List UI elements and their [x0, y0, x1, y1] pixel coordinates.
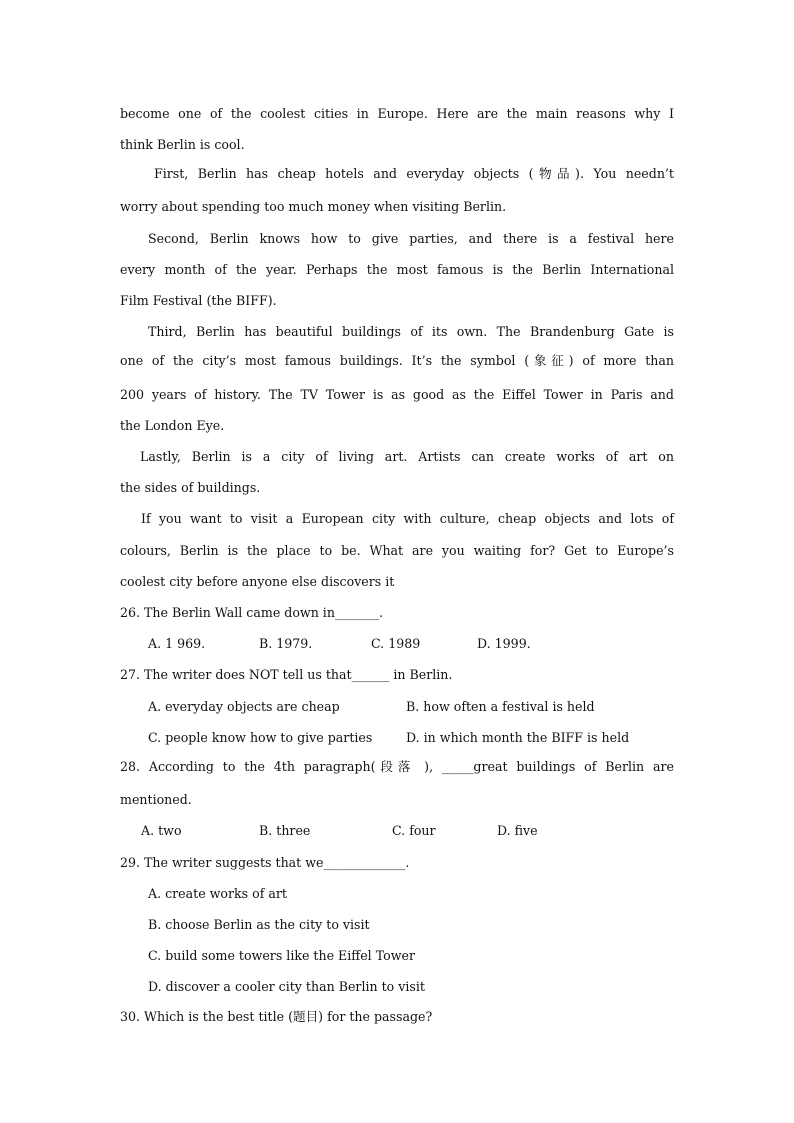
option-d: D. 1999.: [477, 636, 531, 651]
paragraph-5-line-2: the sides of buildings.: [120, 480, 261, 495]
paragraph-1-line-2: think Berlin is cool.: [120, 137, 245, 152]
paragraph-6-line-1: If you want to visit a European city with culture, cheap objects and lots of: [141, 511, 674, 526]
paragraph-6-line-2: colours, Berlin is the place to be. What are you waiting for? Get to Europe’s: [120, 543, 674, 558]
question-stem-line-1: 28. According to the 4th paragraph(段落 ), _____great buildings of Berlin are: [120, 759, 674, 774]
option-c: C. four: [392, 823, 436, 838]
paragraph-1-line-1: become one of the coolest cities in Europe. Here are the main reasons why I: [120, 106, 674, 121]
paragraph-4-line-2: one of the city’s most famous buildings. It’s the symbol (象征) of more than: [120, 353, 674, 368]
paragraph-5-line-1: Lastly, Berlin is a city of living art. Artists can create works of art on: [140, 449, 674, 464]
paragraph-4-line-1: Third, Berlin has beautiful buildings of its own. The Brandenburg Gate is: [148, 324, 674, 339]
option-a: A. everyday objects are cheap: [148, 699, 340, 714]
option-b: B. 1979.: [259, 636, 313, 651]
paragraph-3-line-1: Second, Berlin knows how to give parties, and there is a festival here: [148, 231, 674, 246]
option-c: C. people know how to give parties: [148, 730, 373, 745]
question-stem: 27. The writer does NOT tell us that______ in Berlin.: [120, 667, 453, 682]
option-b: B. three: [259, 823, 311, 838]
question-stem-line-2: mentioned.: [120, 792, 192, 807]
question-stem: 30. Which is the best title (题目) for the passage?: [120, 1009, 433, 1024]
paragraph-3-line-2: every month of the year. Perhaps the most famous is the Berlin International: [120, 262, 674, 277]
paragraph-4-line-3: 200 years of history. The TV Tower is as good as the Eiffel Tower in Paris and: [120, 387, 674, 402]
paragraph-2-line-1: First, Berlin has cheap hotels and everyday objects (物品). You needn’t: [154, 166, 674, 181]
question-stem: 26. The Berlin Wall came down in_______.: [120, 605, 384, 620]
question-stem: 29. The writer suggests that we_____________.: [120, 855, 410, 870]
paragraph-2-line-2: worry about spending too much money when visiting Berlin.: [120, 199, 507, 214]
option-a: A. create works of art: [148, 886, 287, 901]
paragraph-3-line-3: Film Festival (the BIFF).: [120, 293, 277, 308]
option-d: D. discover a cooler city than Berlin to visit: [148, 979, 425, 994]
option-d: D. five: [497, 823, 538, 838]
option-a: A. two: [141, 823, 182, 838]
option-b: B. how often a festival is held: [406, 699, 595, 714]
option-a: A. 1 969.: [148, 636, 206, 651]
option-d: D. in which month the BIFF is held: [406, 730, 630, 745]
option-c: C. build some towers like the Eiffel Tower: [148, 948, 415, 963]
paragraph-6-line-3: coolest city before anyone else discovers it: [120, 574, 395, 589]
option-b: B. choose Berlin as the city to visit: [148, 917, 370, 932]
paragraph-4-line-4: the London Eye.: [120, 418, 225, 433]
option-c: C. 1989: [371, 636, 421, 651]
